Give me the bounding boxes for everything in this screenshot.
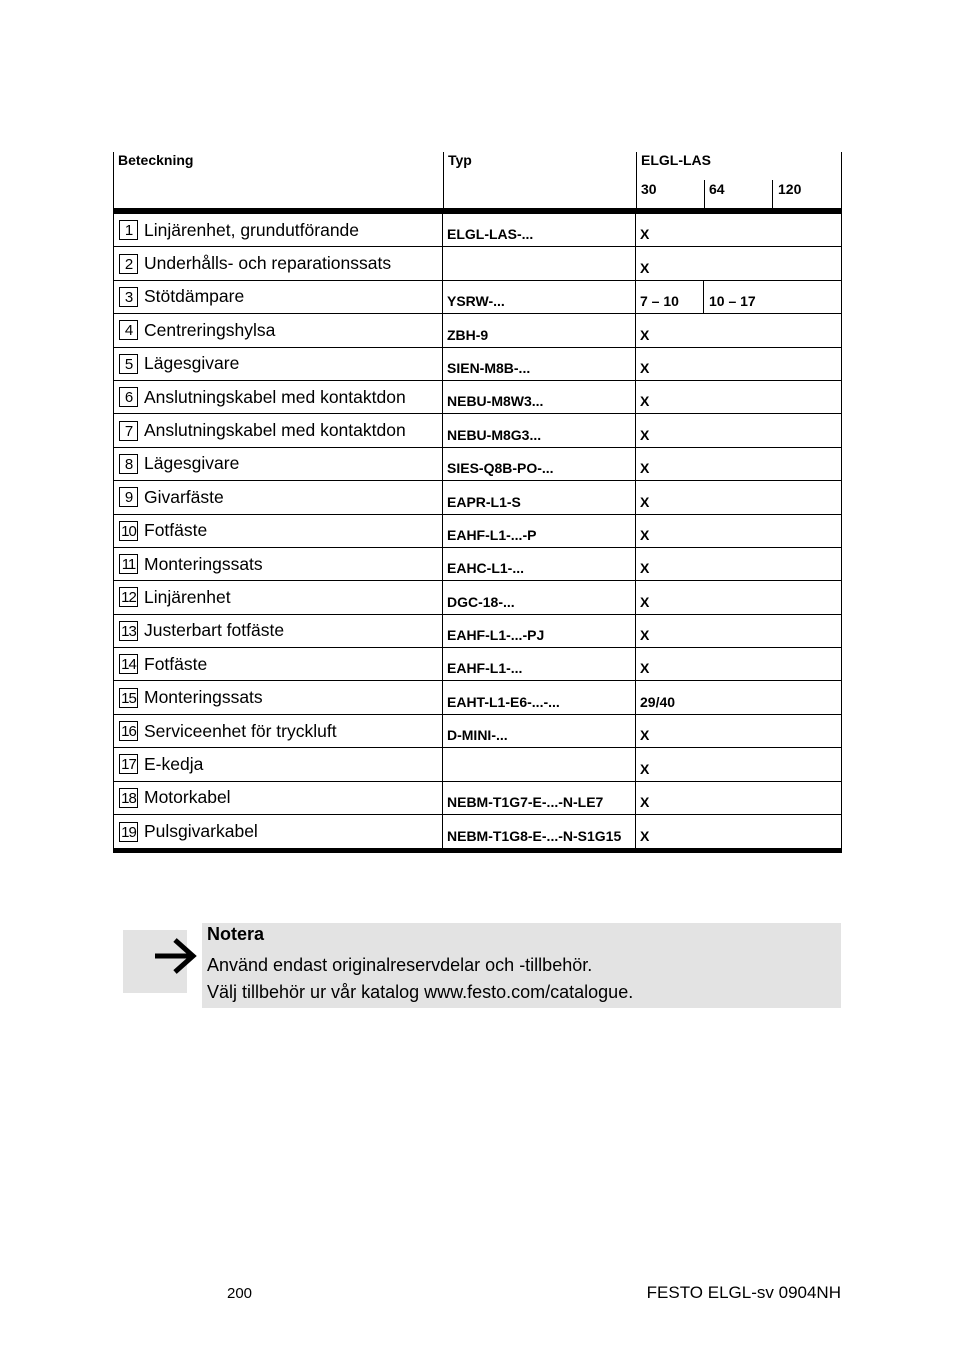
- designation-cell: [113, 648, 443, 680]
- designation-cell: [113, 815, 443, 848]
- item-number: 18: [119, 788, 138, 808]
- item-label: Serviceenhet för tryckluft: [144, 720, 337, 741]
- item-label: E-kedja: [144, 753, 204, 774]
- designation-cell: [113, 515, 443, 547]
- table-header: [113, 152, 842, 208]
- designation-cell: [113, 214, 443, 246]
- item-label: Lägesgivare: [144, 353, 240, 374]
- header-size-64: 64: [709, 181, 725, 197]
- type-cell: D-MINI-...: [443, 715, 636, 747]
- item-label: Justerbart fotfäste: [144, 620, 285, 641]
- table-row: [113, 782, 842, 815]
- designation-cell: [113, 681, 443, 713]
- item-label: Fotfäste: [144, 520, 208, 541]
- availability-cell: X: [636, 314, 842, 346]
- type-cell: NEBU-M8W3...: [443, 381, 636, 413]
- item-label: Monteringssats: [144, 553, 263, 574]
- table-row: [113, 648, 842, 681]
- designation-cell: [113, 581, 443, 613]
- item-number: 15: [119, 688, 138, 708]
- item-number: 9: [119, 487, 138, 507]
- type-cell: DGC-18-...: [443, 581, 636, 613]
- designation-cell: [113, 715, 443, 747]
- table-row: [113, 581, 842, 614]
- item-label: Linjärenhet, grundutförande: [144, 219, 360, 240]
- table-row: [113, 314, 842, 347]
- item-number: 2: [119, 254, 138, 274]
- item-label: Anslutningskabel med kontaktdon: [144, 386, 406, 407]
- table-row: [113, 414, 842, 447]
- item-label: Stötdämpare: [144, 286, 245, 307]
- table-row: [113, 381, 842, 414]
- item-label: Anslutningskabel med kontaktdon: [144, 420, 406, 441]
- item-number: 12: [119, 587, 138, 607]
- type-cell: SIEN-M8B-...: [443, 348, 636, 380]
- table-row: [113, 348, 842, 381]
- designation-cell: [113, 314, 443, 346]
- item-number: 5: [119, 354, 138, 374]
- item-label: Lägesgivare: [144, 453, 240, 474]
- type-cell: [443, 247, 636, 279]
- designation-cell: [113, 615, 443, 647]
- type-cell: EAHF-L1-...: [443, 648, 636, 680]
- value-size-64-120: 10 – 17: [709, 293, 756, 310]
- item-number: 14: [119, 654, 138, 674]
- item-number: 11: [119, 554, 138, 574]
- table-body: [113, 214, 842, 848]
- header-size-30: 30: [641, 181, 657, 197]
- designation-cell: [113, 247, 443, 279]
- table-row: [113, 748, 842, 781]
- type-cell: ELGL-LAS-...: [443, 214, 636, 246]
- designation-cell: [113, 481, 443, 513]
- availability-cell: X: [636, 481, 842, 513]
- designation-cell: [113, 281, 443, 313]
- table-row: [113, 515, 842, 548]
- item-number: 19: [119, 822, 138, 842]
- header-type: Typ: [448, 152, 472, 168]
- type-cell: EAPR-L1-S: [443, 481, 636, 513]
- table-row: [113, 815, 842, 848]
- type-cell: [443, 748, 636, 780]
- note-icon-box: [123, 930, 187, 993]
- availability-cell: X: [636, 748, 842, 780]
- item-number: 7: [119, 421, 138, 441]
- table-bottom-rule: [113, 848, 842, 853]
- availability-cell: X: [636, 615, 842, 647]
- document-id: FESTO ELGL-sv 0904NH: [646, 1283, 841, 1302]
- availability-cell: X: [636, 715, 842, 747]
- item-label: Pulsgivarkabel: [144, 821, 258, 842]
- item-number: 1: [119, 220, 138, 240]
- item-number: 4: [119, 320, 138, 340]
- designation-cell: [113, 782, 443, 814]
- designation-cell: [113, 748, 443, 780]
- availability-cell: X: [636, 448, 842, 480]
- item-label: Monteringssats: [144, 687, 263, 708]
- designation-cell: [113, 381, 443, 413]
- note-line-2: Välj tillbehör ur vår katalog www.festo.com/catalogue.: [207, 982, 634, 1002]
- arrow-right-icon: [151, 932, 199, 980]
- table-row: [113, 715, 842, 748]
- table-row: [113, 247, 842, 280]
- type-cell: NEBU-M8G3...: [443, 414, 636, 446]
- availability-cell: X: [636, 348, 842, 380]
- type-cell: YSRW-...: [443, 281, 636, 313]
- type-cell: ZBH-9: [443, 314, 636, 346]
- table-row: [113, 214, 842, 247]
- note-box: [202, 923, 841, 1008]
- type-cell: SIES-Q8B-PO-...: [443, 448, 636, 480]
- availability-cell: X: [636, 414, 842, 446]
- availability-cell: 29/40: [636, 681, 842, 713]
- table-row: [113, 281, 842, 314]
- table-row: [113, 615, 842, 648]
- designation-cell: [113, 548, 443, 580]
- item-number: 3: [119, 287, 138, 307]
- availability-cell: X: [636, 247, 842, 279]
- item-number: 8: [119, 454, 138, 474]
- page-number: 200: [227, 1285, 253, 1302]
- item-number: 17: [119, 754, 138, 774]
- availability-cell: X: [636, 782, 842, 814]
- type-cell: EAHC-L1-...: [443, 548, 636, 580]
- item-label: Underhålls- och reparationssats: [144, 253, 392, 274]
- availability-cell: X: [636, 381, 842, 413]
- type-cell: NEBM-T1G7-E-...-N-LE7: [443, 782, 636, 814]
- availability-cell: X: [636, 581, 842, 613]
- availability-cell: X: [636, 214, 842, 246]
- availability-cell: X: [636, 815, 842, 848]
- designation-cell: [113, 448, 443, 480]
- item-label: Centreringshylsa: [144, 319, 276, 340]
- value-size-30: 7 – 10: [636, 281, 704, 313]
- table-row: [113, 548, 842, 581]
- item-label: Fotfäste: [144, 653, 208, 674]
- header-size-120: 120: [778, 181, 802, 197]
- availability-cell: X: [636, 515, 842, 547]
- item-label: Givarfäste: [144, 486, 224, 507]
- parts-table: [113, 152, 842, 853]
- type-cell: EAHF-L1-...-P: [443, 515, 636, 547]
- type-cell: EAHF-L1-...-PJ: [443, 615, 636, 647]
- header-product: ELGL-LAS: [641, 152, 711, 168]
- table-row: [113, 481, 842, 514]
- availability-cell: X: [636, 648, 842, 680]
- table-row: [113, 448, 842, 481]
- table-row: [113, 681, 842, 714]
- designation-cell: [113, 414, 443, 446]
- note-title: Notera: [207, 924, 265, 944]
- type-cell: NEBM-T1G8-E-...-N-S1G15: [443, 815, 636, 848]
- item-number: 6: [119, 387, 138, 407]
- item-label: Motorkabel: [144, 787, 231, 808]
- type-cell: EAHT-L1-E6-...-...: [443, 681, 636, 713]
- item-number: 10: [119, 521, 138, 541]
- availability-cell: [636, 281, 842, 313]
- item-number: 16: [119, 721, 138, 741]
- item-label: Linjärenhet: [144, 586, 231, 607]
- designation-cell: [113, 348, 443, 380]
- header-designation: Beteckning: [118, 152, 194, 168]
- note-line-1: Använd endast originalreservdelar och -tillbehör.: [207, 955, 593, 975]
- item-number: 13: [119, 621, 138, 641]
- availability-cell: X: [636, 548, 842, 580]
